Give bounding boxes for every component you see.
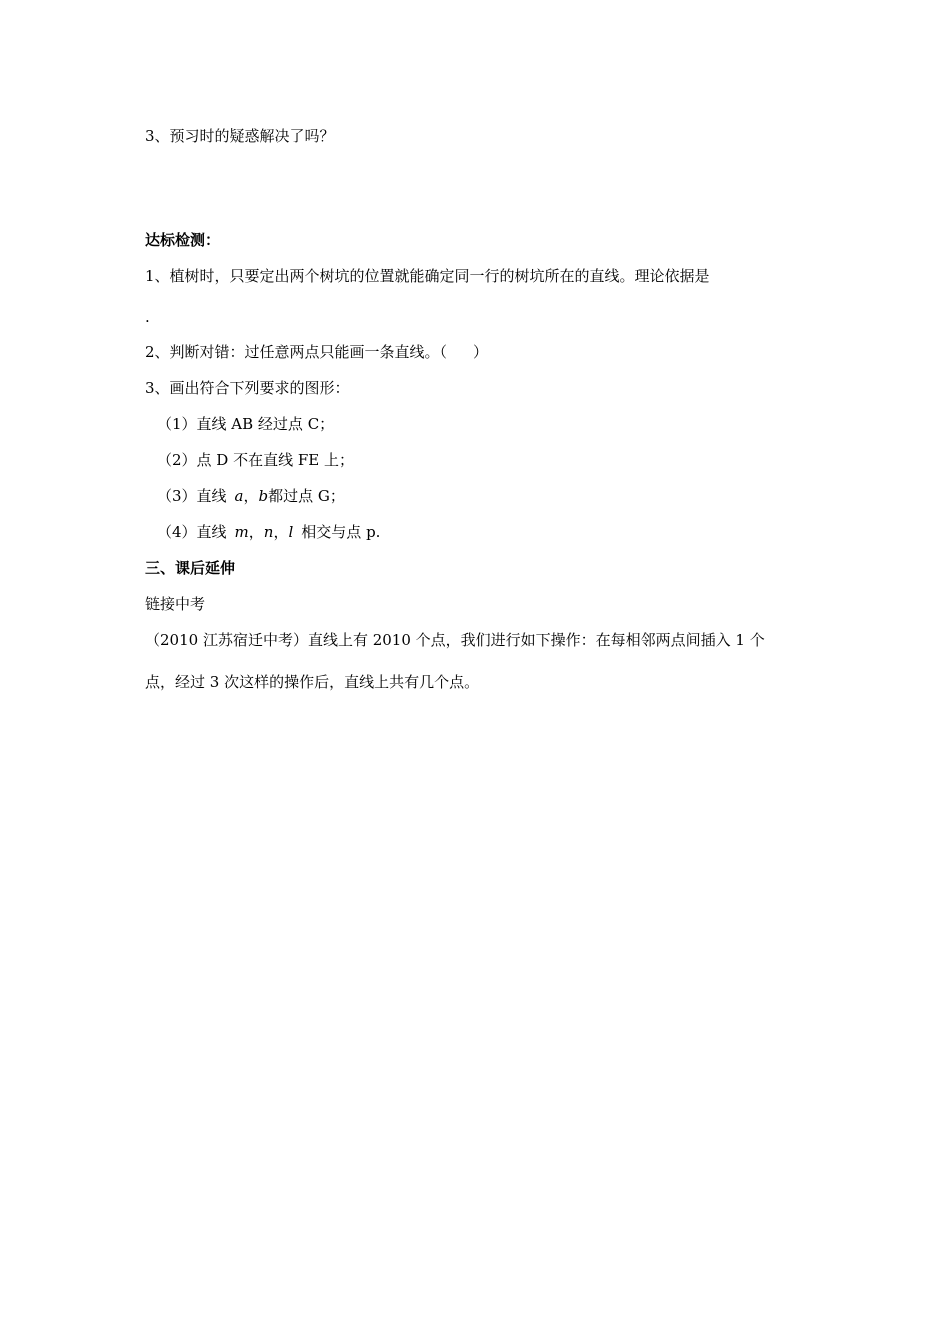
variable-n: n bbox=[263, 523, 274, 541]
item-4-comma-2: ， bbox=[273, 523, 289, 541]
extension-problem-line-1: （2010 江苏宿迁中考）直线上有 2010 个点，我们进行如下操作：在每相邻两点间插入 1 个 bbox=[145, 631, 765, 649]
item-4-prefix: （4）直线 bbox=[157, 523, 227, 541]
item-3-suffix: 都过点 G； bbox=[268, 487, 345, 505]
item-3-comma: ， bbox=[243, 487, 259, 505]
check-question-3: 3、画出符合下列要求的图形： bbox=[145, 379, 350, 397]
check-question-1-end: . bbox=[145, 308, 150, 326]
drawing-item-3 bbox=[157, 486, 345, 506]
question-2-close: ） bbox=[473, 343, 489, 361]
variable-m: m bbox=[234, 523, 249, 541]
question-2-text: 2、判断对错：过任意两点只能画一条直线。（ bbox=[145, 343, 448, 361]
extension-problem-line-2: 点，经过 3 次这样的操作后，直线上共有几个点。 bbox=[145, 673, 480, 691]
item-4-suffix: 相交与点 p. bbox=[301, 523, 381, 541]
item-4-comma-1: ， bbox=[248, 523, 264, 541]
check-heading: 达标检测： bbox=[145, 231, 221, 249]
review-question-3: 3、预习时的疑惑解决了吗？ bbox=[145, 127, 335, 145]
extension-heading: 三、课后延伸 bbox=[145, 559, 236, 577]
drawing-item-2: （2）点 D 不在直线 FE 上； bbox=[157, 451, 355, 469]
variable-b: b bbox=[258, 487, 269, 505]
extension-subheading: 链接中考 bbox=[145, 595, 206, 613]
variable-a: a bbox=[234, 487, 244, 505]
check-question-2 bbox=[145, 342, 488, 362]
drawing-item-1: （1）直线 AB 经过点 C； bbox=[157, 415, 335, 433]
item-3-prefix: （3）直线 bbox=[157, 487, 227, 505]
check-question-1: 1、植树时，只要定出两个树坑的位置就能确定同一行的树坑所在的直线。理论依据是 bbox=[145, 267, 710, 285]
drawing-item-4 bbox=[157, 522, 380, 542]
variable-l: l bbox=[288, 523, 294, 541]
